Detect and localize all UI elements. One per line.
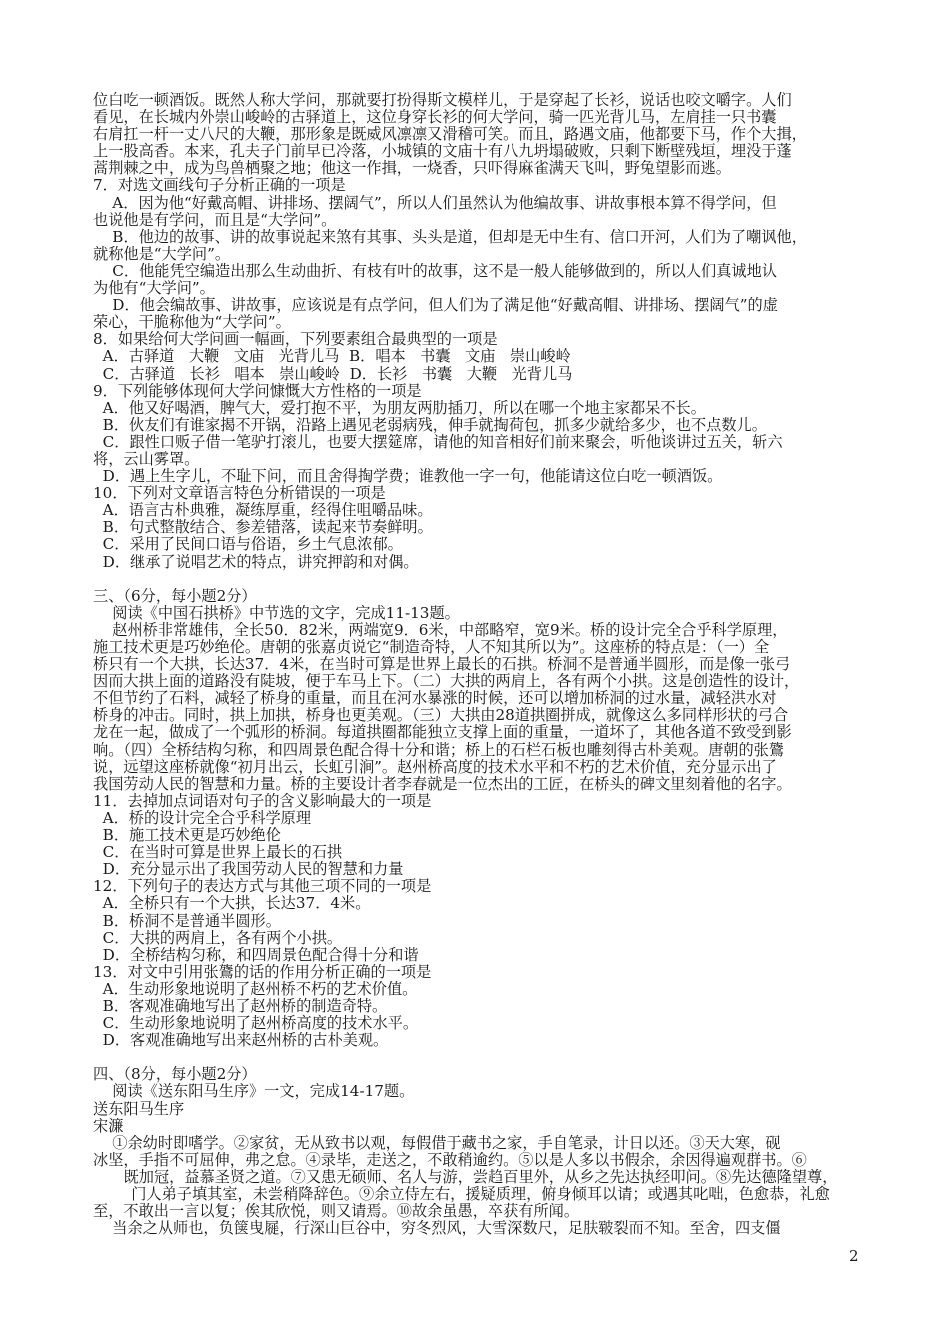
text-line: 赵州桥非常雄伟，全长50．82米，两端宽9．6米，中部略窄，宽9米。桥的设计完全合乎科学原理，	[93, 620, 788, 639]
text-line: 因而大拱上面的道路没有陡坡，便于车马上下。（二）大拱的两肩上，各有两个小拱。这是创造性的设计，	[93, 672, 800, 691]
text-line: 7．对选文画线句子分析正确的一项是	[93, 176, 346, 195]
text-line: 就称他是“大学问”。	[93, 244, 231, 263]
text-line: D．他会编故事、讲故事，应该说是有点学问，但人们为了满足他“好戴高帽、讲排场、摆阔气”的虚	[93, 296, 778, 315]
text-line: B．伙友们有谁家揭不开锅，沿路上遇见老弱病残，伸手就掏荷包，抓多少就给多少，也不点数儿。	[93, 415, 767, 434]
text-line: C．他能凭空编造出那么生动曲折、有枝有叶的故事，这不是一般人能够做到的，所以人们真诚地认	[93, 261, 777, 280]
text-line: 13．对文中引用张鷟的话的作用分析正确的一项是	[93, 962, 432, 981]
text-line: A．语言古朴典雅，凝练厚重，经得住咀嚼品味。	[93, 501, 433, 520]
text-line: 桥身的冲击。同时，拱上加拱，桥身也更美观。（三）大拱由28道拱圈拼成，就像这么多同样形状的弓合	[93, 706, 789, 725]
text-line: 位白吃一顿酒饭。既然人称大学问，那就要打扮得斯文模样儿，于是穿起了长衫，说话也咬文嚼字。人们	[93, 91, 792, 109]
text-line: 宋濂	[93, 1116, 124, 1135]
text-line: 荣心，干脆称他为“大学问”。	[93, 313, 291, 332]
text-line: B．句式整散结合、参差错落，读起来节奏鲜明。	[93, 518, 433, 537]
text-line: A．古驿道 大鞭 文庙 光背儿马 B．唱本 书囊 文庙 崇山峻岭	[93, 347, 571, 366]
page-number: 2	[849, 1247, 859, 1265]
text-line: A．生动形象地说明了赵州桥不朽的艺术价值。	[93, 979, 418, 998]
text-line: 蒿荆棘之中，成为鸟兽栖聚之地；他这一作揖，一烧香，只吓得麻雀满天飞叫，野兔望影而逃。	[93, 159, 731, 178]
text-line: 11．去掉加点词语对句子的含义影响最大的一项是	[93, 791, 432, 810]
text-line: 右肩扛一杆一丈八尺的大鞭，那形象是既威风凛凛又滑稽可笑。而且，路遇文庙，他都要下马，作个大揖，	[93, 125, 807, 144]
text-line: 将，云山雾罩。	[93, 449, 200, 468]
text-line: 当余之从师也，负箧曳屣，行深山巨谷中，穷冬烈风，大雪深数尺，足肤皲裂而不知。至舍，四支僵	[93, 1219, 781, 1238]
text-line: D．遇上生字儿，不耻下问，而且舍得掏学费；谁教他一字一句，他能请这位白吃一顿酒饭。	[93, 467, 723, 486]
text-line: 送东阳马生序	[93, 1099, 185, 1118]
text-line: 施工技术更是巧妙绝伦。唐朝的张嘉贞说它“制造奇特，人不知其所以为”。这座桥的特点是：（一）全	[93, 638, 770, 656]
text-line: A．全桥只有一个大拱，长达37．4米。	[93, 894, 371, 913]
text-line: A．他又好喝酒，脾气大，爱打抱不平，为朋友两肋插刀，所以在哪一个地主家都呆不长。	[93, 398, 706, 417]
text-line: C．生动形象地说明了赵州桥高度的技术水平。	[93, 1014, 419, 1033]
text-line: 为他有“大学问”。	[93, 279, 215, 298]
text-line: B．他边的故事、讲的故事说起来煞有其事、头头是道，但却是无中生有、信口开河，人们为了嘲讽他，	[93, 227, 807, 246]
text-line: D．客观准确地写出来赵州桥的古朴美观。	[93, 1031, 389, 1050]
text-line: ①余幼时即嗜学。②家贫，无从致书以观，每假借于藏书之家，手自笔录，计日以还。③天大寒，砚	[93, 1133, 781, 1152]
text-line: D．继承了说唱艺术的特点，讲究押韵和对偶。	[93, 552, 419, 571]
text-line: 上一股高香。本来，孔夫子门前早已冷落，小城镇的文庙十有八九坍塌破败，只剩下断壁残垣，埋没于蓬	[93, 142, 792, 161]
text-line: B．客观准确地写出了赵州桥的制造奇特。	[93, 996, 388, 1015]
text-line: C．采用了民间口语与俗语，乡土气息浓郁。	[93, 535, 403, 554]
text-line: 看见，在长城内外崇山峻岭的古驿道上，这位身穿长衫的何大学问，骑一匹光背儿马，左肩挂一只书囊	[93, 108, 777, 127]
text-line: 8．如果给何大学问画一幅画，下列要素组合最典型的一项是	[93, 330, 498, 349]
text-line: 12．下列句子的表达方式与其他三项不同的一项是	[93, 877, 432, 896]
text-line: C．跟性口贩子借一笔驴打滚儿，也要大摆筵席，请他的知音相好们前来聚会，听他谈讲过五关，斩六	[93, 432, 783, 451]
text-line: 桥只有一个大拱，长达37．4米，在当时可算是世界上最长的石拱。桥洞不是普通半圆形，而是像一张弓	[93, 655, 791, 674]
text-line: C．古驿道 长衫 唱本 崇山峻岭 D．长衫 书囊 大鞭 光背儿马	[93, 364, 573, 383]
text-line	[93, 1049, 868, 1066]
text-line: 9．下列能够体现何大学问慷慨大方性格的一项是	[93, 381, 422, 400]
text-line: 阅读《中国石拱桥》中节选的文字，完成11-13题。	[93, 603, 460, 622]
text-line: B．施工技术更是巧妙绝伦	[93, 826, 281, 845]
text-line: D．全桥结构匀称，和四周景色配合得十分和谐	[93, 945, 419, 964]
text-line: 10．下列对文章语言特色分析错误的一项是	[93, 484, 386, 503]
text-line: C．大拱的两肩上，各有两个小拱。	[93, 928, 343, 947]
text-line: A．因为他“好戴高帽、讲排场、摆阔气”，所以人们虽然认为他编故事、讲故事根本算不得学问，但	[93, 193, 777, 212]
text-line: A．桥的设计完全合乎科学原理	[93, 808, 312, 827]
text-line: 三、（6分，每小题2分）	[93, 586, 257, 605]
text-line: 冰坚，手指不可屈伸，弗之怠。④录毕，走送之，不敢稍逾约。⑤以是人多以书假余，余因得遍观群书。⑥	[93, 1150, 807, 1169]
text-line: 阅读《送东阳马生序》一文，完成14-17题。	[93, 1082, 415, 1101]
text-line: 不但节约了石料，减轻了桥身的重量，而且在河水暴涨的时候，还可以增加桥洞的过水量，减轻洪水对	[93, 689, 777, 708]
text-line	[93, 571, 868, 588]
document-page	[93, 92, 868, 1237]
text-line: 四、（8分，每小题2分）	[93, 1065, 257, 1084]
text-line: 至，不敢出一言以复；俟其欣悦，则又请焉。⑩故余虽愚，卒获有所闻。	[93, 1202, 579, 1221]
text-line: C．在当时可算是世界上最长的石拱	[93, 843, 343, 862]
text-line: D．充分显示出了我国劳动人民的智慧和力量	[93, 860, 404, 879]
text-line: 门人弟子填其室，未尝稍降辞色。⑨余立侍左右，援疑质理，俯身倾耳以请；或遇其叱咄，色愈恭，礼愈	[131, 1185, 830, 1203]
text-line: 也说他是有学问，而且是“大学问”。	[93, 210, 337, 229]
text-line: 说，远望这座桥就像“初月出云，长虹引涧”。赵州桥高度的技术水平和不朽的艺术价值，充分显示出了	[93, 757, 777, 776]
text-line: 既加冠，益慕圣贤之道。⑦又患无硕师、名人与游，尝趋百里外，从乡之先达执经叩问。⑧先达德隆望尊，	[123, 1167, 838, 1186]
text-line: 我国劳动人民的智慧和力量。桥的主要设计者李春就是一位杰出的工匠，在桥头的碑文里刻着他的名字。	[93, 774, 792, 793]
text-line: 响。（四）全桥结构匀称，和四周景色配合得十分和谐；桥上的石栏石板也雕刻得古朴美观。唐朝的张鷟	[93, 740, 785, 759]
text-line: B．桥洞不是普通半圆形。	[93, 911, 281, 930]
text-line: 龙在一起，做成了一个弧形的桥洞。每道拱圈都能独立支撑上面的重量，一道坏了，其他各道不致受到影	[93, 723, 792, 742]
